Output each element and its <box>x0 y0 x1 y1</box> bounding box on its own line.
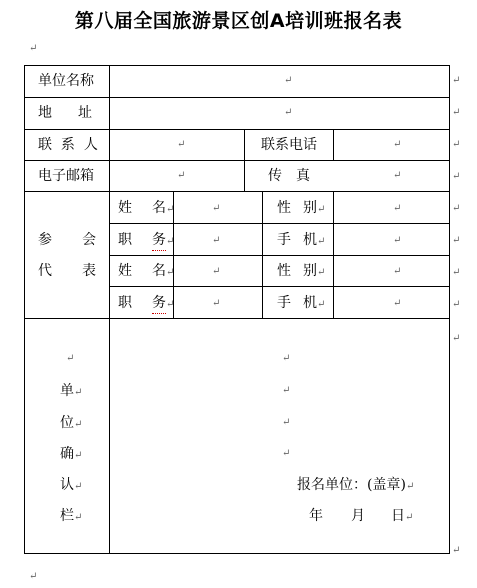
label-address: 地 址 <box>38 105 92 121</box>
paragraph-mark: ↵ <box>29 43 38 54</box>
confirm-area-mark: ↵ <box>282 417 291 428</box>
paragraph-mark: ↵ <box>452 203 461 214</box>
address-field[interactable]: ↵ <box>284 107 293 118</box>
attendee1-mobile-field[interactable]: ↵ <box>393 235 402 246</box>
confirm-area-mark: ↵ <box>282 385 291 396</box>
sign-unit-seal: 报名单位：(盖章)↵ <box>297 477 415 493</box>
form-title: 第八届全国旅游景区创A培训班报名表 <box>74 10 403 32</box>
label-position-2: 职 务↵ <box>118 295 175 311</box>
spellcheck-underline <box>152 311 166 314</box>
label-fax: 传 真 <box>268 168 310 184</box>
label-attendee-line2: 代 表 <box>38 263 96 279</box>
label-mobile-1: 手 机↵ <box>277 232 326 248</box>
fax-field[interactable]: ↵ <box>393 170 402 181</box>
label-name-1: 姓 名↵ <box>118 200 175 216</box>
label-confirm-2: 位↵ <box>60 415 83 431</box>
label-name-2: 姓 名↵ <box>118 263 175 279</box>
attendee2-position-field[interactable]: ↵ <box>212 298 221 309</box>
paragraph-mark: ↵ <box>452 171 461 182</box>
label-confirm-4: 认↵ <box>60 477 83 493</box>
paragraph-mark: ↵ <box>452 139 461 150</box>
label-confirm-1: 单↵ <box>60 383 83 399</box>
label-position-1: 职 务↵ <box>118 232 175 248</box>
paragraph-mark: ↵ <box>452 299 461 310</box>
attendee1-position-field[interactable]: ↵ <box>212 235 221 246</box>
attendee2-mobile-field[interactable]: ↵ <box>393 298 402 309</box>
label-confirm-3: 确↵ <box>60 446 83 462</box>
label-gender-1: 性 别↵ <box>277 200 326 216</box>
contact-phone-field[interactable]: ↵ <box>393 139 402 150</box>
paragraph-mark: ↵ <box>452 107 461 118</box>
paragraph-mark: ↵ <box>452 235 461 246</box>
label-mobile-2: 手 机↵ <box>277 295 326 311</box>
contact-field[interactable]: ↵ <box>177 139 186 150</box>
label-unit-name: 单位名称 <box>38 73 94 89</box>
paragraph-mark: ↵ <box>66 353 75 364</box>
confirm-area-mark[interactable]: ↵ <box>282 353 291 364</box>
attendee1-gender-field[interactable]: ↵ <box>393 203 402 214</box>
attendee2-name-field[interactable]: ↵ <box>212 266 221 277</box>
label-email: 电子邮箱 <box>38 168 94 184</box>
label-gender-2: 性 别↵ <box>277 263 326 279</box>
label-attendee-line1: 参 会 <box>38 232 96 248</box>
email-field[interactable]: ↵ <box>177 170 186 181</box>
paragraph-mark: ↵ <box>452 333 461 344</box>
attendee2-gender-field[interactable]: ↵ <box>393 266 402 277</box>
label-contact-phone: 联系电话 <box>261 137 317 153</box>
confirm-area-mark: ↵ <box>282 448 291 459</box>
unit-name-field[interactable]: ↵ <box>284 75 293 86</box>
paragraph-mark: ↵ <box>452 267 461 278</box>
spellcheck-underline <box>152 248 166 251</box>
date-line: 年 月 日↵ <box>309 508 414 524</box>
paragraph-mark: ↵ <box>29 571 38 582</box>
attendee1-name-field[interactable]: ↵ <box>212 203 221 214</box>
label-contact: 联 系 人 <box>38 137 98 153</box>
label-confirm-5: 栏↵ <box>60 508 83 524</box>
paragraph-mark: ↵ <box>452 545 461 556</box>
paragraph-mark: ↵ <box>452 75 461 86</box>
